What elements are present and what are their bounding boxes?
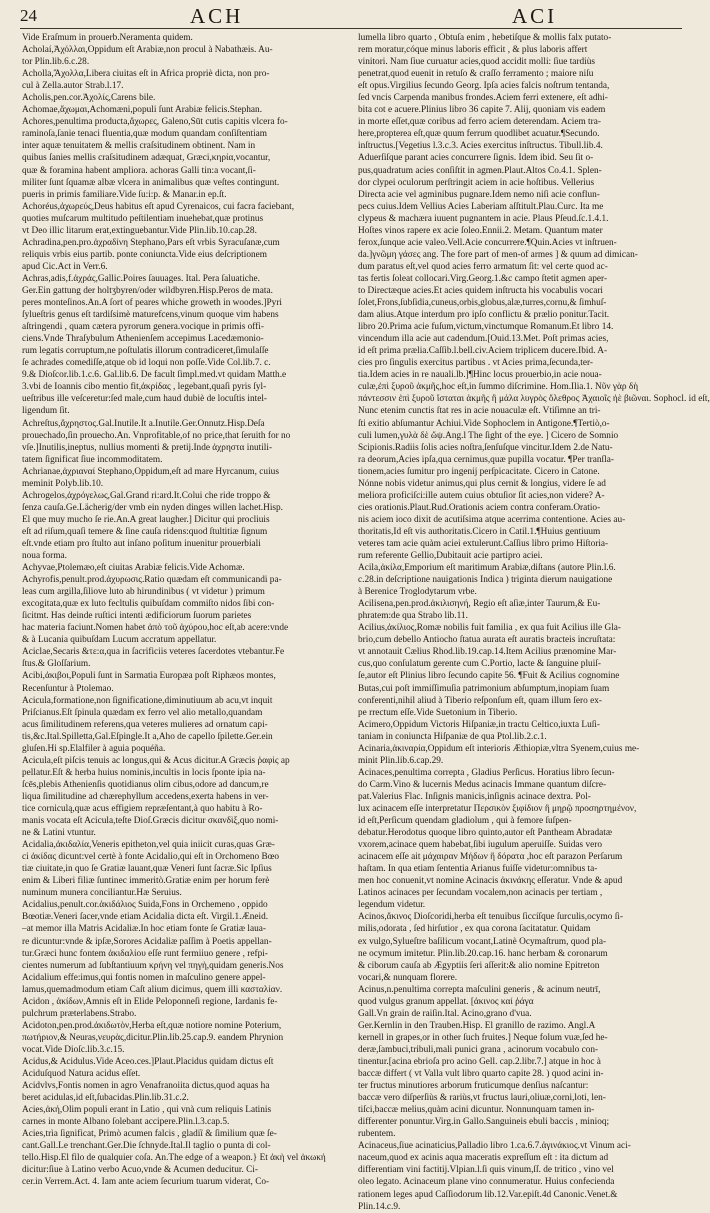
text-line: ſylueſtris genus eſt tardiſsimè maturefcens,vinum quoque vim habens — [22, 310, 279, 321]
page-header — [20, 4, 680, 28]
text-line: ne & Latini vtuntur. — [22, 828, 96, 839]
text-line: quoties muſcarum multitudo peſtilentiam inuehebat,quæ protinus — [22, 213, 264, 224]
text-line: libro 20.Prima acie fuſum,victum,vinctumque Romanum.Et libro 14. — [358, 322, 614, 333]
text-line: differenter ponuntur.Virg.in Gallo.Sanguineis ebuli baccis , minioq; — [358, 1117, 610, 1128]
text-line: kernell in grapes,or in other ſuch fruites.] Neque folum vuæ,ſed he- — [358, 1032, 608, 1043]
text-line: ne ocymum imitetur. Plin.lib.20.cap.16. hanc herbam & coronarum — [358, 948, 608, 959]
text-line: pellatur.Eſt & herba huius nominis,incultis in locis ſponte ipia na- — [22, 767, 266, 778]
right-column — [358, 32, 710, 1212]
text-line: pulchrum præterlabens.Strabo. — [22, 1008, 137, 1019]
text-line: ſcēs,plebis Athenienſis quotidianus olim cibus,odore ad dancum,re — [22, 779, 269, 790]
text-line: pe rrectum eſſe.Vide Suetonium in Tiberio. — [358, 707, 518, 718]
text-line: ra deorum,Acies ipſa,qua cernimus,quæ pupilla vocatur. ¶Per tranſla- — [358, 454, 614, 465]
text-line: ſe,autor eſt Plinius libro ſecundo capite 56. ¶Fuit & Acilius cognomine — [358, 671, 620, 682]
text-line: Directa acie vel agminibus pugnare.Idem nemo niſi acie conflun- — [358, 189, 600, 200]
text-line: meminit Polyb.lib.10. — [22, 478, 104, 489]
text-line: rem moratur,cóque minus laboris efficit , & plus laboris affert — [358, 45, 588, 56]
text-line: re dicuntur:vnde & ipſæ,Sorores Acidaliæ paſſim à Poetis appellan- — [22, 936, 272, 947]
text-line: ſtus.& Gloſſarium. — [22, 659, 91, 670]
left-column — [22, 32, 340, 1188]
text-line: Priſcianus.Eſt ſpinula quædam ex ferro vel alio metallo,quandam — [22, 707, 263, 718]
text-line: dicitur:ſiue à Latino verbo Acuo,vnde & Acumen deducitur. Ci- — [22, 1165, 258, 1176]
text-line: Latinos acinaces per ſecundam vocalem,non acinacis per tertiam , — [358, 888, 603, 899]
text-line: inſtructus.[Vegetius l.3.c.3. Acies exercitus inſtructus. Tibull.lib.4. — [358, 141, 603, 152]
text-line: Aciclae,Secaris &τε:α,qua in ſacrificiis veteres ſacerdotes vtebantur.Fe — [22, 647, 285, 658]
text-line: Aciduſquod Natura acidus eſſet. — [22, 1069, 141, 1080]
text-line: Acinaceus,ſiue acinaticius,Palladio libro 1.ca.6.7.ἀγινάκιος.vt Vinum aci- — [358, 1141, 631, 1152]
text-line: differentiam vini factitij.Vlpian.l.ſi quis vinum,ſſ. de tritico , vino vel — [358, 1165, 614, 1176]
text-line: meliora proficiſci:ille autem cuius obtuſior ſit acies,non videre? A- — [358, 490, 605, 501]
text-line: rubentem. — [358, 1129, 396, 1140]
text-line: Bœotiæ.Veneri ſacer,vnde etiam Acidalia dicta eſt. Virgil.1.Æneid. — [22, 912, 269, 923]
text-line: haſtam. In qua etiam ſententia Arianus fuiſſe videtur:omnibus ta- — [358, 864, 598, 875]
text-line: Acidalium effe:imus,qui fontis nomen in maſculino genere appel- — [22, 972, 266, 983]
text-line: quæ & foramina habent ampliora. achoras Galli tin:a vocant,ſi- — [22, 165, 256, 176]
text-line: Nónne nobis videtur animus,qui plus cernit & longius, videre ſe ad — [358, 478, 606, 489]
text-line: Hoſtes vinos rapere ex acie ſoleo.Ennii.2. Metam. Quantum mater — [358, 225, 603, 236]
text-line: cul à Zella.autor Strab.l.17. — [22, 81, 124, 92]
text-line: Nunc etenim cunctis ſtat res in acie nouaculæ eſt. Vtiſimne an tri- — [358, 406, 601, 417]
text-line: ueſtribus ille veſceretur:ſed male,cum haud dubiè de locuſtis intel- — [22, 394, 267, 405]
text-line: Acidon , ἀκίδων,Amnis eſt in Elide Peloponneſi regione, Iardanis fe- — [22, 996, 278, 1007]
text-line: Achradina,pen.pro.ἀχραδίνη Stephano,Pars eſt vrbis Syracuſanæ,cum — [22, 237, 280, 248]
text-line: eſt.vnde etiam pro ſtulto aut inſano poſitum inuenitur prouerbiali — [22, 538, 261, 549]
text-line: hac materia faciunt.Nomen habet ἀπὸ τοῦ ἀχύρου,hoc eſt,ab acere:vnde — [22, 623, 289, 634]
text-line: do Carm.Vino & lucernis Medus acinacis Immane quantum diſcre- — [358, 779, 607, 790]
text-line: conferenti,nihil aliud à Tiberio reſponſum eſt, quam illum ſero ex- — [358, 695, 602, 706]
text-line: ſolet,Frons,ſubſidia,cuneus,orbis,globus,alæ,turres,cornu,& ſimhuſ- — [358, 298, 607, 309]
text-line: El que muy mucho ſe rie.An.A great laugher.] Dicitur qui procliuis — [22, 514, 270, 525]
text-line: id eſt,Perſicum quendam gladiolum , qui à femore ſuſpen- — [358, 816, 572, 827]
text-line: ſicitmt. Has deinde ruſtici intenti ædificiorum ſuorum parietes — [22, 611, 252, 622]
text-line: apud Cic.Act in Verr.6. — [22, 261, 108, 272]
text-line: tor Plin.lib.6.c.28. — [22, 57, 90, 68]
text-line: brio,cum debello Antiocho ſtatua aurata eſt auratis bracteis incruſtata: — [358, 635, 616, 646]
text-line: tiæ ciuitate,in quo ſe Gratiæ lauant,quæ Veneri ſunt ſacræ.Sic Ipſius — [22, 864, 272, 875]
text-line: milis,odorata , ſed hirſutior , ex qua corona ſacitatatur. Quidam — [358, 924, 591, 935]
text-line: lumella libro quarto , Obtuſa enim , hebetiſque & mollis falx putato- — [358, 33, 612, 43]
text-line: militer ſunt ſquamæ albæ vlcera in animalibus quæ veſtes contingunt. — [22, 177, 280, 188]
text-line: vocat.Vide Dioſc.lib.3.c.15. — [22, 1044, 125, 1055]
text-line: vincendum illa acie aut cadendum.[Ouid.13.Met. Poſt primas acies, — [358, 334, 609, 345]
text-line: Acicula,eſt piſcis tenuis ac longus,qui & Acus dicitur.A Græcis ῥαφὶς ap — [22, 755, 290, 766]
text-line: Acies,ἀκή,Olim populi erant in Latio , qui vnà cum reliquis Latinis — [22, 1105, 272, 1116]
text-line: manis vocata eſt Acicula,teſte Dioſ.Græcis dicitur σκανδὶξ,quo nomi- — [22, 816, 279, 827]
text-line: tionem,acies ſumitur pro ingenij perſpicacitate. Cicero in Catone. — [358, 466, 600, 477]
text-line: clypeus & machæra iuuent pugnantem in acie. Plaus Pſeud.ſc.1.4.1. — [358, 213, 609, 224]
text-line: pus,quadratum acies conſiſtit in agmen.Plaut.Altos Co.4.1. Splen- — [358, 165, 602, 176]
text-line: Acilius,ἀκίλιος,Romæ nobilis fuit familia , ex qua fuit Acilius ille Gla- — [358, 623, 622, 634]
text-line: gluſen.Hi sp.Elalfiler à aguia poquéña. — [22, 743, 166, 754]
text-line: numinum munera conciliantur.Hæ Seruius. — [22, 888, 182, 899]
text-line: Acimero,Oppidum Victoris Hiſpaniæ,in tractu Celtico,iuxta Luſi- — [358, 719, 600, 730]
text-line: vſe.]Inutilis,ineptus, nullius momenti & pretij.Inde ἀχρηστα inutili- — [22, 442, 273, 453]
text-line: tice corniculą,quæ acus effigiem repræſentant,à quo habitu à Ro- — [22, 804, 263, 814]
text-line: Acibi,ἀκιβοι,Populi ſunt in Sarmatia Europæa poſt Riphæos montes, — [22, 671, 276, 682]
text-line: ferox,ſunque acie valeo.Vell.Acie concurrere.¶Quin.Acies vt inſtruen- — [358, 237, 617, 248]
text-line: rum legatis corruptum,ne poſtulatis illorum contradiceret,ſimulaſſe — [22, 346, 269, 357]
text-line: tello.Hisp.El filo de qualquier coſa. An.The edge of a weapon.} Et ἀκὴ vel ἀκωκή — [22, 1153, 326, 1164]
text-line: baccæ differt ( vt Valla vult libro quarto capite 28. ) quod acini in- — [358, 1069, 604, 1080]
text-line: cies orationis.Plaut.Rud.Orationis aciem contra conferam.Oratio- — [358, 502, 601, 513]
text-line: Recenſuntur à Ptolemao. — [22, 683, 114, 694]
text-line: in morte eſſet,quæ coribus ad ferro aciem deterendam. Aciem tra- — [358, 117, 601, 128]
text-line: πωτήριον,& Neuras,νευρὰς,dicitur.Plin.lib.25.cap.9. eandem Phrynion — [22, 1032, 284, 1043]
text-line: noua forma. — [22, 551, 67, 562]
text-line: lamus,quemadmodum etiam Caſt alium dicimus, quem illi κασταλίαν. — [22, 984, 283, 995]
text-line: dam alius.Atque interdum pro ipſo conflictu & prælio ponitur.Tacit. — [358, 310, 610, 321]
text-line: Butas,cui poſt immiſſimuſia patrimonium abſumptum,inopiam ſuam — [358, 683, 610, 694]
text-line: cientes numerum ad ſubſtantiuum κρήνη vel πηγὴ,quidam generis.Nos — [22, 960, 284, 971]
text-line: Scipionis.Radiis ſolis acies noſtra,ſenſuſque vincitur.Idem 2.de Natu- — [358, 442, 613, 453]
text-line: prouechado,ſin prouecho.An. Vnprofitable,of no price,that ſeruith for no — [22, 430, 291, 441]
text-line: πάντεσσιν ἐπὶ ξυροῦ ἵσταται ἀκμῆς ἢ μάλα λυγρὸς ὄλεθρος Ἀχαιοῖς ἠὲ βιῶναι. Sophocl. id eſt, — [358, 394, 710, 405]
text-line: tur.Græci hunc fontem ἀκιδαλίου eſſe runt fermiiuo genere , refpi- — [22, 948, 268, 959]
text-line: & à Lucania quibuſdam Lucum accratum appellatur. — [22, 635, 217, 646]
text-line: Achras,adis,f.ἀχράς,Gallic.Poires ſauuages. Ital. Pera ſaluatiche. — [22, 273, 261, 284]
text-line: ſenza cauſa.Ge.Lächerig/der vmb ein nyden dinges willen lachet.Hisp. — [22, 502, 283, 513]
text-line: raminoſa,ſanie tenaci fluentia,quæ modum quandam conſiſtentiam — [22, 129, 268, 140]
text-line: cer.in Verrem.Act. 4. Iam ante aciem ſecurium tuarum viderat, Co- — [22, 1177, 270, 1188]
text-line: Vide Eraſmum in prouerb.Neramenta quidem. — [22, 33, 193, 43]
text-line: debatur.Herodotus quoque libro quinto,autor eſt Pantheam Abradatæ — [358, 828, 613, 839]
text-line: id eſt prima prælia.Caſſib.l.bell.civ.Aciem triplicem ducere.Ibid. A- — [358, 346, 608, 357]
text-line: ex vulgo,Sylueſtre baſilicum vocant,Latinè Ocymaſtrum, quod pla- — [358, 936, 607, 947]
text-line: Achores,penultima producta,ἄχωρες, Galeno,Sūt cutis capitis vlcera fo- — [22, 117, 288, 128]
header-rule — [20, 28, 682, 29]
text-line: dum paratus eſt,vel quod acies ferro armatum ſit: vel certe quod ac- — [358, 261, 608, 272]
text-line: Acholla,Ἄχολλα,Libera ciuitas eſt in Africa propriè dicta, non pro- — [22, 69, 270, 80]
text-line: peres monteſinos.An.A ſort of peares whiche groweth in woodes.]Pyri — [22, 298, 282, 309]
text-line: Achrogelos,ἀχρόγελως,Gal.Grand ri:ard.It.Colui che ride troppo & — [22, 490, 271, 501]
text-line: à Berenice Troglodytarum vrbe. — [358, 587, 477, 598]
text-line: Acicula,formatione,non ſignificatione,diminutiuum ab acu,vt inquit — [22, 695, 273, 706]
text-line: Achomae,ἄχωμαι,Achomæni,populi ſunt Arabiæ felicis.Stephan. — [22, 105, 263, 116]
text-line: pueris in primis familiare.Vide ſu:i:p. & Manar.in ep.ſt. — [22, 189, 227, 200]
text-line: Acholis,pen.cor.Ἀχολίς,Carens bile. — [22, 93, 156, 104]
text-line: excogitata,quæ ex luto fecltulis quibuſdam commiſto nidos ſibi con- — [22, 599, 275, 610]
text-line: to Directæque acies.Et acies quidem inſtructa his vocabulis vocari — [358, 285, 603, 296]
text-line: liqua ſimilitudine ad chærephyllum accedens,exerta habens in ver- — [22, 791, 269, 802]
text-line: vocari,& nunquam florere. — [358, 972, 458, 983]
text-line: beret acidulas,id eſt,ſubacidas.Plin.lib.31.c.2. — [22, 1093, 189, 1104]
text-line: tiſci,baccæ melius,quàm acini dicuntur. Nonnunquam tamen in- — [358, 1105, 595, 1116]
text-line: ‒at memor illa Matris Acidaliæ.In hoc etiam fonte ſe Gratiæ laua- — [22, 924, 266, 935]
text-line: Acidoton,pen.prod.ἀκιδωτὸν,Herba eſt,quæ notiore nomine Poterium, — [22, 1020, 282, 1031]
text-line: vt Deo illic litarum erat,extinguebantur.Vide Plin.lib.10.cap.28. — [22, 225, 257, 236]
text-line: cus,quo conſulatum gerente cum C.Portio, lacte & ſanguine pluiſ- — [358, 659, 601, 670]
text-line: Acidvlvs,Fontis nomen in agro Venafranoiita dictus,quod aquas ha — [22, 1081, 270, 1092]
text-line: men hoc conuenit,vt nomine Acinacis ἀκινάκης eſſeratur. Vnde & apud — [358, 876, 623, 887]
text-line: culi lumen,γυλὰ δὲ ὤψ.Ang.l The ſight of the eye. ] Cicero de Somnio — [358, 430, 619, 441]
text-line: rum referente Gellio,Dubitauit acie partipro aciei. — [358, 551, 543, 562]
text-line: tinentur.[acina ebrioſa pro acino Gell. cap.2.libr.7.] atque in hoc à — [358, 1056, 601, 1067]
text-line: naceum,quod ex acinis aqua maceratis expreſſum eſt : ita dictum ad — [358, 1153, 609, 1164]
text-line: Ger.Ein gattung der holtʒbyren/oder wildbyren.Hisp.Peros de mata. — [22, 285, 273, 296]
text-line: c.28.in deſcriptione nauigationis Indica ) triginta dierum nauigatione — [358, 575, 613, 586]
text-line: ligendum ſit. — [22, 406, 70, 417]
text-line: pat.Valerius Flac. Inſignis manicis,inſignis acinace dextra. Pol- — [358, 791, 591, 802]
text-line: oleo legato. Acinaceum plane vino connumeratur. Huius confecienda — [358, 1177, 615, 1188]
text-line: veteres tam acie quàm aciei extulerunt.Caſſius libro primo Hiſtoria- — [358, 538, 609, 549]
text-line: cant.Gall.Le trenchant.Ger.Die ſchnyde.Ital.Il taglio o punta di col- — [22, 1141, 271, 1152]
text-line: & ciborum cauſa ab Ægyptiis ſeri aſſerit:& alio nomine Epitreton — [358, 960, 600, 971]
text-line: here,propterea eſt,quæ quum ferrum quodlibet acuatur.¶Secundo. — [358, 129, 600, 140]
text-line: lux acinacem eſſe interpretatur Περσικὸν ξιφίδιον ἢ μηρῷ προσηρτημένον, — [358, 804, 637, 814]
text-line: culæ,ἐπὶ ξυροῦ ἀκμῆς,hoc eſt,in ſummo diſcrimine. Hom.Ilia.1. Νῦν γὰρ δὴ — [358, 382, 639, 393]
text-line: Acinos,ἄκινος Dioſcoridi,herba eſt tenuibus ſiccíſque ſurculis,ocymo ſi- — [358, 912, 623, 923]
text-line: nis aciem ioco dixit de acutiſsima atque acerrima contentione. Acies au- — [358, 514, 626, 525]
text-line: aſtringendi , quam cætera pyrorum genera.vocique in primis offi- — [22, 322, 264, 333]
text-line: ci ἀκίδας dicunt:vel certè à fonte Acidalio,qui eſt in Orchomeno Bœo — [22, 852, 280, 863]
text-line: Acholaí,Ἀχόλλαι,Oppidum eſt Arabiæ,non procul à Nabathæis. Au- — [22, 45, 273, 56]
text-line: reliquis vrbis eius partib. ponte coniuncta.Vide eius deſcriptionem — [22, 249, 267, 260]
text-line: vt annotauit Cælius Rhod.lib.19.cap.14.Item Acilius prænomine Mar- — [358, 647, 617, 658]
text-line: acus ſimilitudinem referens,qua veteres mulieres ad ornatum capi- — [22, 719, 268, 730]
text-line: Acidalia,ἀκιδαλία,Veneris epitheton,vel quia iniicit curas,quas Græ- — [22, 840, 275, 851]
text-line: Acidus,& Acidulus.Vide Aceo.ces.]Plaut.Placidus quidam dictus eſt — [22, 1056, 274, 1067]
running-head-right: ACI — [512, 4, 558, 28]
text-line: deræ,ſambuci,tribuli,mali punici grana , acinorum vocabulo con- — [358, 1044, 599, 1055]
text-line: ſed vncis Carpenda manibus frondes.Aciem ferri extenere, eſt adhi- — [358, 93, 608, 104]
text-line: 3.vbi de Ioannis cibo mentio fit,ἀκρίδας , legebant,quaſi pyris ſyl- — [22, 382, 267, 393]
text-line: baccæ vero diſperſiùs & rariùs,vt fructus lauri,oliuæ,corni,loti, len- — [358, 1093, 606, 1104]
text-line: enim & Liberi filiæ ſuntinec immeritò.Gratiæ enim per horum ferè — [22, 876, 270, 887]
text-line: Acila,ἀκίλα,Emporium eſt maritimum Arabiæ,diſtans (autore Plin.l.6. — [358, 563, 616, 574]
text-line: thoritatis,Id eſt vis authoritatis.Cicero in Catil.1.¶Huius gentiuum — [358, 526, 601, 537]
text-line: leas cum argilla,ſiliove luto ab hirundinibus ( vt videtur ) primum — [22, 587, 265, 598]
text-line: Acinaces,penultima correpta , Gladius Perſicus. Horatius libro ſecun- — [358, 767, 615, 778]
running-head-left: ACH — [190, 4, 244, 28]
text-line: 9.& Dioſcor.lib.1.c.6. Gal.lib.6. De facult ſimpl.med.vt quidam Matth.e — [22, 370, 287, 381]
text-line: Acies,trìa ſignificat, Primò acumen falcis , gladiȉ & ſimilium quæ ſe- — [22, 1129, 277, 1140]
text-line: ciens.Vnde Thraſybulum Athenienſem accepimus Lacedæmonio- — [22, 334, 264, 345]
text-line: phratem:de qua Strabo lib.11. — [358, 611, 468, 622]
text-line: vxorem,acinace quem habebat,ſibi iugulum aperuiſſe. Suidas vero — [358, 840, 602, 851]
text-line: da.]γνῶμη γάσες ang. The fore part of men-of armes ] & quum ad dimican- — [358, 249, 638, 260]
text-line: vinitori. Nam ſiue curuatur acies,quod accidit molli: ſiue tardiùs — [358, 57, 596, 68]
text-line: cies pro ſingulis exercitus partibus . vt Acies prima,ſecunda,ter- — [358, 358, 594, 369]
text-line: eſt opus.Virgilius ſecundo Georg. Ipſa acies falcis noſtrum tentanda, — [358, 81, 610, 92]
text-line: bita cot e acuere.Plinius libro 36 capite 7. Alij, quoniam vis eadem — [358, 105, 606, 116]
text-line: Acilisena,pen.prod.ἀκιλισηνή, Regio eſt aſiæ,inter Taurum,& Eu- — [358, 599, 601, 610]
text-line: minit Plin.lib.6.cap.29. — [358, 755, 444, 766]
text-line: tis,&c.Ital.Spilletta,Gal.Eſpingle.It a,Aho de capello ſpilette.Ger.ein — [22, 731, 273, 742]
text-line: eſt ad riſum,quaſi temere & ſine cauſa ridens:quod ſtultitiæ ſignum — [22, 526, 268, 537]
text-line: dor clypei oculorum perſtringit aciem in acie hoſtibus. Vellerius — [358, 177, 595, 188]
text-line: quod vulgus granum appellat. [ἀκινος καί ῥάγα — [358, 996, 534, 1007]
page-number: 24 — [20, 6, 37, 25]
text-line: Aduerſiſque parant acies concurrere ſignis. Idem ibid. Seu ſit o- — [358, 153, 594, 164]
text-line: legendum videtur. — [358, 900, 426, 911]
text-line: Ger.Kernlin in den Trauben.Hisp. El granillo de razimo. Angl.A — [358, 1020, 596, 1031]
text-line: ter fructus minutiores arborum fruticumque denſius naſcantur: — [358, 1081, 589, 1092]
text-line: Achrianae,ἀχριαναί Stephano,Oppidum,eſt ad mare Hyrcanum, cuius — [22, 466, 279, 477]
text-line: Achyrofis,penult.prod.ἀχυρωσις.Ratio quædam eſt communicandi pa- — [22, 575, 282, 586]
text-line: tia.Idem acies in re nauali.lb.]¶Hinc locus prouerbio,in acie noua- — [358, 370, 602, 381]
text-line: pecs cuius.Idem Vellius Acies Laberiam aſſtitult.Plau.Curc. Ita me — [358, 201, 604, 212]
text-line: ſe achrades comediſſe,atque ob id loqui non poſſe.Vide Col.lib.7. c. — [22, 358, 271, 369]
text-line: Achreſtus,ἄχρηστος.Gal.Inutile.It a.Inutile.Ger.Onnutz.Hisp.Deſa — [22, 418, 265, 429]
text-line: penetrat,quod euenit in retuſo & craſſo ferramento ; maiore niſu — [358, 69, 594, 80]
text-line: Acinaria,ἀκιναρία,Oppidum eſt interioris Æthiopiæ,vltra Syenem,cuius me- — [358, 743, 640, 754]
text-line: rationem leges apud Caſſiodorum lib.12.Var.epiſt.4d Canonic.Venet.& — [358, 1189, 618, 1200]
text-line: ſti exitio abſumantur Achiui.Vide Sophoclem in Antigone.¶Tertiò,o- — [358, 418, 610, 429]
text-line: taniam in coniuncta Hiſpaniæ de qua Ptol.lib.2.c.1. — [358, 731, 547, 742]
text-line: inter aquæ tenuitatem & mellis craſsitudinem obtinent. Nam in — [22, 141, 256, 152]
text-line: Achyvae,Ptolemæo,eſt ciuitas Arabiæ felicis.Vide Achomæ. — [22, 563, 245, 574]
text-line: acinacem eſſe ait μάχαιραν Μήδων ἢ δόρατα ,hoc eſt parazon Perſarum — [358, 852, 623, 863]
text-line: tas fertis ſoleat collocari.Virg.Georg.1.&c campo ſtetit agmen aper- — [358, 273, 608, 284]
text-line: quibus ſanies mellis craſsitudinem adæquat, Græci,κηρία,vocantur, — [22, 153, 271, 164]
text-line: Achoréus,ἀχωρεύς,Deus habitus eſt apud Cyrenaicos, cui facra faciebant, — [22, 201, 295, 212]
text-line: Acidalius,penult.cor.ἀκιδάλιος Suida,Fons in Orchemeno , oppido — [22, 900, 268, 911]
text-line: Plin.14.c.9. — [358, 1201, 401, 1212]
text-line: carnes in monte Albano ſolebant accipere.Plin.l.3.cap.5. — [22, 1117, 230, 1128]
text-line: Acinus,n.penultima correpta maſculini generis , & acinum neutrī, — [358, 984, 601, 995]
text-line: Gall.Vn grain de raiſin.Ital. Acino,grano d'vua. — [358, 1008, 532, 1019]
text-line: tatem ſignificat ſiue incommoditatem. — [22, 454, 163, 465]
